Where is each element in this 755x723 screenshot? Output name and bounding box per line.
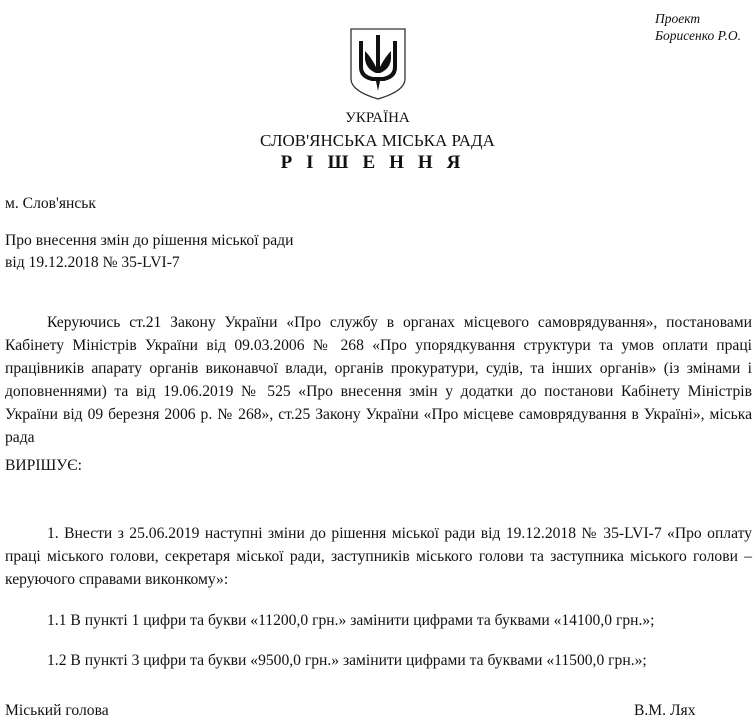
document-type-heading: РІШЕННЯ — [280, 152, 475, 173]
item-1-1: 1.1 В пункті 1 цифри та букви «11200,0 грн.» замінити цифрами та буквами «14100,0 грн.»; — [47, 612, 655, 629]
signature-position: Міський голова — [5, 702, 109, 719]
project-label: Проект — [655, 11, 701, 26]
place: м. Слов'янськ — [5, 195, 96, 212]
signature-name: В.М. Лях — [634, 702, 696, 719]
project-author: Борисенко Р.О. — [655, 28, 742, 43]
project-note — [655, 10, 741, 44]
preamble: Керуючись ст.21 Закону України «Про службу в органах місцевого самоврядування», постановами Кабінету Міністрів України від 09.03.2006 № 268 «Про упорядкування структури та умов оплати праці працівників апарату органів виконавчої влади, органів прокуратури, судів, та інших органів» (із змінами і доповненнями) та від 19.06.2019 № 525 «Про внесення змін у додатки до постанови Кабінету Міністрів України від 09 березня 2006 р. № 268», ст.25 Закону України «Про місцеве самоврядування в Україні», міська рада — [5, 314, 752, 446]
subject-line-1: Про внесення змін до рішення міської ради — [5, 232, 294, 249]
subject-line-2: від 19.12.2018 № 35-LVI-7 — [5, 254, 180, 271]
item-1: 1. Внести з 25.06.2019 наступні зміни до рішення міської ради від 19.12.2018 № 35-LVI-7 «Про оплату праці міського голови, секретаря міської ради, заступників міського голови та заступника міського голови – керуючого справами виконкому»: — [5, 525, 752, 588]
item-1-2: 1.2 В пункті 3 цифри та букви «9500,0 грн.» замінити цифрами та буквами «11500,0 грн.»; — [47, 652, 647, 669]
subject — [5, 230, 293, 274]
coat-of-arms-icon — [349, 27, 407, 101]
country-heading: УКРАЇНА — [345, 110, 410, 126]
decides-heading: ВИРІШУЄ: — [5, 457, 82, 474]
council-heading: СЛОВ'ЯНСЬКА МІСЬКА РАДА — [260, 131, 495, 150]
